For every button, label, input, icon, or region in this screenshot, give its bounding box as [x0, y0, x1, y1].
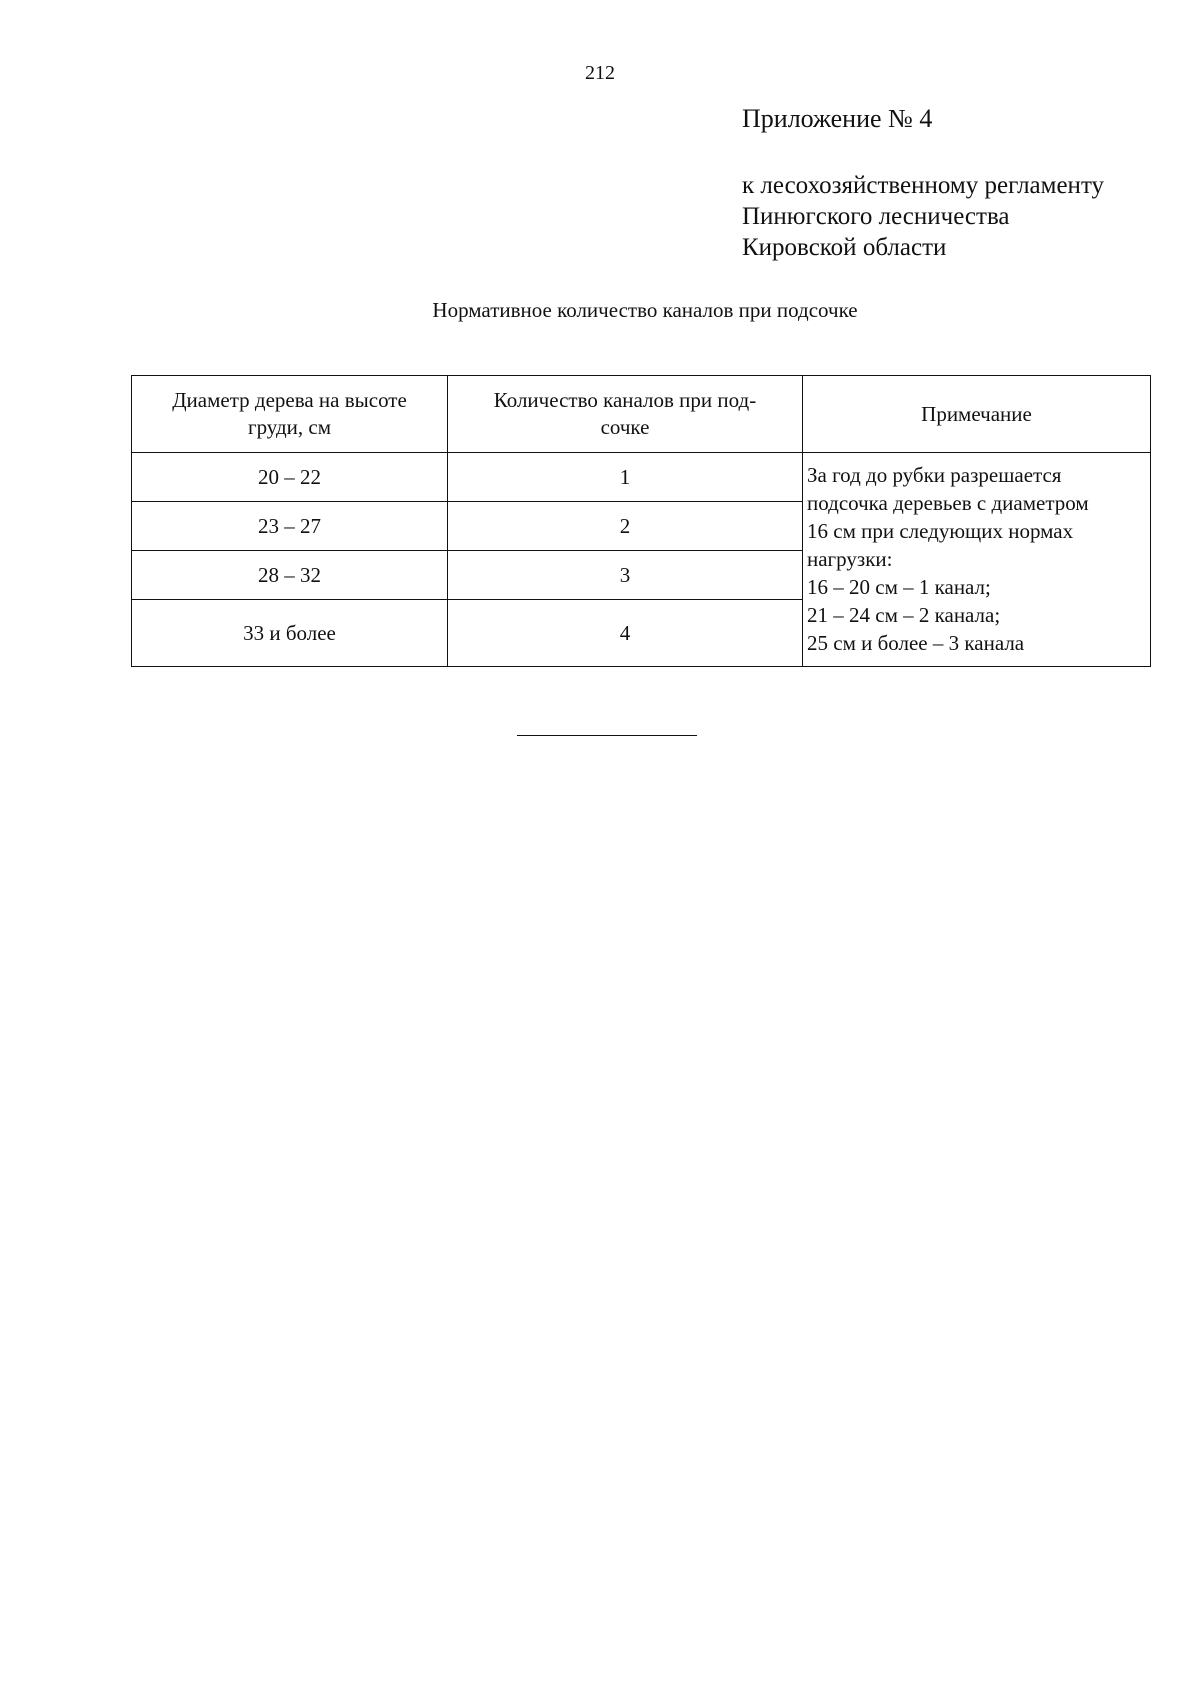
cell-channels: 3	[448, 551, 803, 600]
note-line: 16 – 20 см – 1 канал;	[807, 575, 991, 599]
closing-rule	[517, 735, 697, 736]
header-diameter-line1: Диаметр дерева на высоте	[172, 388, 407, 412]
header-channels	[448, 376, 803, 453]
header-diameter-line2: груди, см	[247, 415, 332, 439]
note-line: 16 см при следующих нормах	[807, 519, 1074, 543]
note-line: нагрузки:	[807, 547, 893, 571]
cell-diameter: 28 – 32	[132, 551, 448, 600]
note-line: 25 см и более – 3 канала	[807, 631, 1025, 655]
table-row	[132, 453, 1151, 502]
appendix-title: Приложение № 4	[742, 104, 933, 133]
appendix-line: Кировской области	[742, 234, 947, 261]
header-channels-line2: сочке	[600, 415, 650, 439]
cell-diameter: 20 – 22	[132, 453, 448, 502]
page-number: 212	[585, 62, 615, 84]
table-title: Нормативное количество каналов при подсочке	[432, 298, 858, 322]
appendix-line: Пинюгского лесничества	[742, 203, 1010, 230]
cell-note	[803, 453, 1151, 667]
cell-diameter: 23 – 27	[132, 502, 448, 551]
cell-diameter: 33 и более	[132, 600, 448, 667]
channels-norm-table	[131, 375, 1151, 667]
table-header-row	[132, 376, 1151, 453]
note-line: За год до рубки разрешается	[807, 463, 1062, 487]
cell-channels: 1	[448, 453, 803, 502]
appendix-line: к лесохозяйственному регламенту	[742, 172, 1105, 199]
cell-channels: 4	[448, 600, 803, 667]
cell-channels: 2	[448, 502, 803, 551]
header-channels-line1: Количество каналов при под-	[493, 388, 757, 412]
note-line: подсочка деревьев с диаметром	[807, 491, 1089, 515]
note-line: 21 – 24 см – 2 канала;	[807, 603, 1001, 627]
appendix-reference	[742, 170, 1104, 263]
header-diameter	[132, 376, 448, 453]
header-note: Примечание	[803, 376, 1151, 453]
